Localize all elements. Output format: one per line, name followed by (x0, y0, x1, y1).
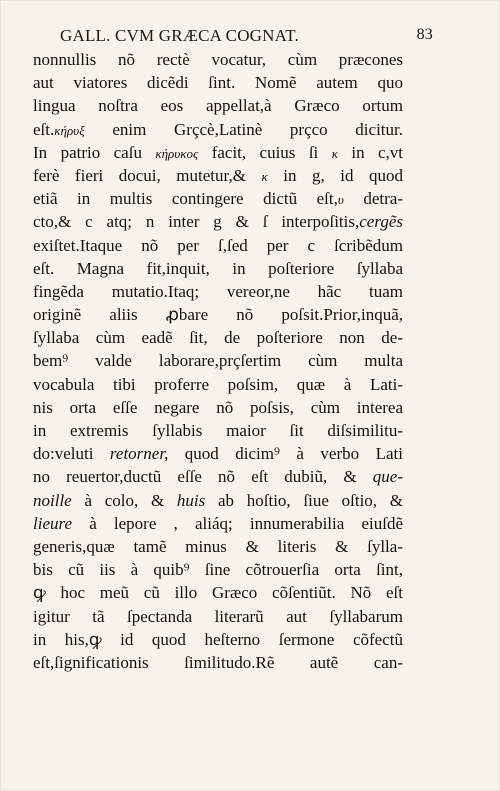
greek-word: υ (337, 192, 344, 208)
italic-word: retorner, (109, 444, 169, 464)
greek-word: κήρυκος (155, 145, 199, 161)
text-line (33, 605, 403, 628)
italic-word: huis (176, 490, 206, 510)
text-segment: lingua noſtra eos appellat,à Græco ortum (33, 96, 403, 116)
text-line (33, 257, 403, 280)
text-segment: no reuertor,ductũ eſſe nõ eſt dubiũ, & (33, 467, 373, 487)
greek-word: κήρυξ (54, 122, 85, 138)
greek-word: κ (331, 145, 338, 161)
body-text (33, 48, 403, 674)
text-segment: à colo, & (71, 490, 177, 510)
text-segment: facit, cuius ſi (198, 142, 332, 162)
text-line (33, 373, 403, 396)
text-line (33, 651, 403, 674)
italic-word: lieure (33, 513, 73, 533)
text-segment: ab hoſtio, ſiue oſtio, & (205, 490, 403, 510)
text-segment: in extremis ſyllabis maior ſit diſsimilitu- (33, 421, 403, 440)
text-segment: cto,& c atq; n inter g & ſ interpoſitis, (33, 212, 360, 232)
text-segment: eſt. (33, 119, 55, 139)
text-line (33, 164, 403, 187)
text-line (33, 581, 403, 604)
text-line (33, 558, 403, 581)
text-line (33, 48, 403, 71)
text-line (33, 234, 403, 257)
text-segment: originẽ aliis ꝓbare nõ poſsit.Prior,inquã, (33, 305, 403, 325)
text-segment: In patrio caſu (33, 142, 156, 162)
text-segment: exiſtet.Itaque nõ per ſ,ſed per c ſcribẽdum (33, 235, 403, 255)
text-line (33, 210, 403, 233)
text-segment: fingẽda mutatio.Itaq; vereor,ne hãc tuam (33, 281, 403, 301)
text-segment: nis orta eſſe negare nõ poſsis, cùm interea (33, 397, 403, 417)
text-segment: bem⁹ valde laborare,prçſertim cùm multa (33, 351, 403, 371)
text-segment: in g, id quod (267, 165, 403, 185)
text-line (33, 465, 403, 488)
text-line (33, 419, 403, 442)
text-segment: aut viatores dicẽdi ſint. Nomẽ autem quo (33, 73, 403, 93)
italic-word: que- (372, 467, 403, 487)
greek-word: κ (261, 168, 268, 184)
text-line (33, 71, 403, 94)
text-line (33, 489, 403, 512)
text-line (33, 303, 403, 326)
text-segment: ꝙ hoc meũ cũ illo Græco cõſentiũt. Nõ eſt (33, 583, 403, 603)
text-line (33, 94, 403, 117)
italic-word: noille (33, 490, 72, 510)
text-segment: in c,vt (337, 142, 403, 162)
text-segment: quod dicim⁹ à verbo Lati (168, 444, 403, 464)
text-line (33, 280, 403, 303)
text-segment: detra- (343, 189, 404, 209)
text-segment: etiã in multis contingere dictũ eſt, (33, 189, 338, 209)
text-line (33, 396, 403, 419)
text-segment: ſyllaba cùm eadẽ ſit, de poſteriore non de- (33, 328, 403, 348)
text-segment: nonnullis nõ rectè vocatur, cùm præcones (33, 50, 403, 69)
running-header (40, 26, 433, 48)
text-line (33, 512, 403, 535)
text-segment: enim Grçcè,Latinè prçco dicitur. (84, 119, 403, 139)
text-segment: igitur tã ſpectanda literarũ aut ſyllabarum (33, 606, 403, 626)
text-segment: à lepore , aliáq; innumerabilia eiuſdẽ (72, 513, 403, 533)
text-line (33, 628, 403, 651)
text-segment: generis,quæ tamẽ minus & literis & ſylla- (33, 536, 403, 556)
page-number: 83 (416, 26, 433, 43)
text-line (33, 118, 403, 141)
text-segment: ferè fieri docui, mutetur,& (33, 165, 262, 185)
text-line (33, 187, 403, 210)
text-segment: eſt. Magna fit,inquit, in poſteriore ſyllaba (33, 258, 403, 278)
text-segment: eſt,ſignificationis ſimilitudo.Rẽ autẽ can- (33, 652, 403, 672)
text-line (33, 442, 403, 465)
text-segment: vocabula tibi proferre poſsim, quæ à Lati- (33, 374, 403, 394)
italic-word: cergẽs (359, 212, 403, 232)
text-line (33, 349, 403, 372)
text-segment: in his,ꝙ id quod heſterno ſermone cõfectũ (33, 629, 403, 649)
text-segment: bis cũ iis à quib⁹ ſine cõtrouerſia orta ſint, (33, 560, 403, 580)
text-line (33, 535, 403, 558)
running-title: GALL. CVM GRÆCA COGNAT. (60, 26, 299, 45)
text-segment: do:veluti (33, 444, 110, 464)
text-line (33, 326, 403, 349)
text-line (33, 141, 403, 164)
